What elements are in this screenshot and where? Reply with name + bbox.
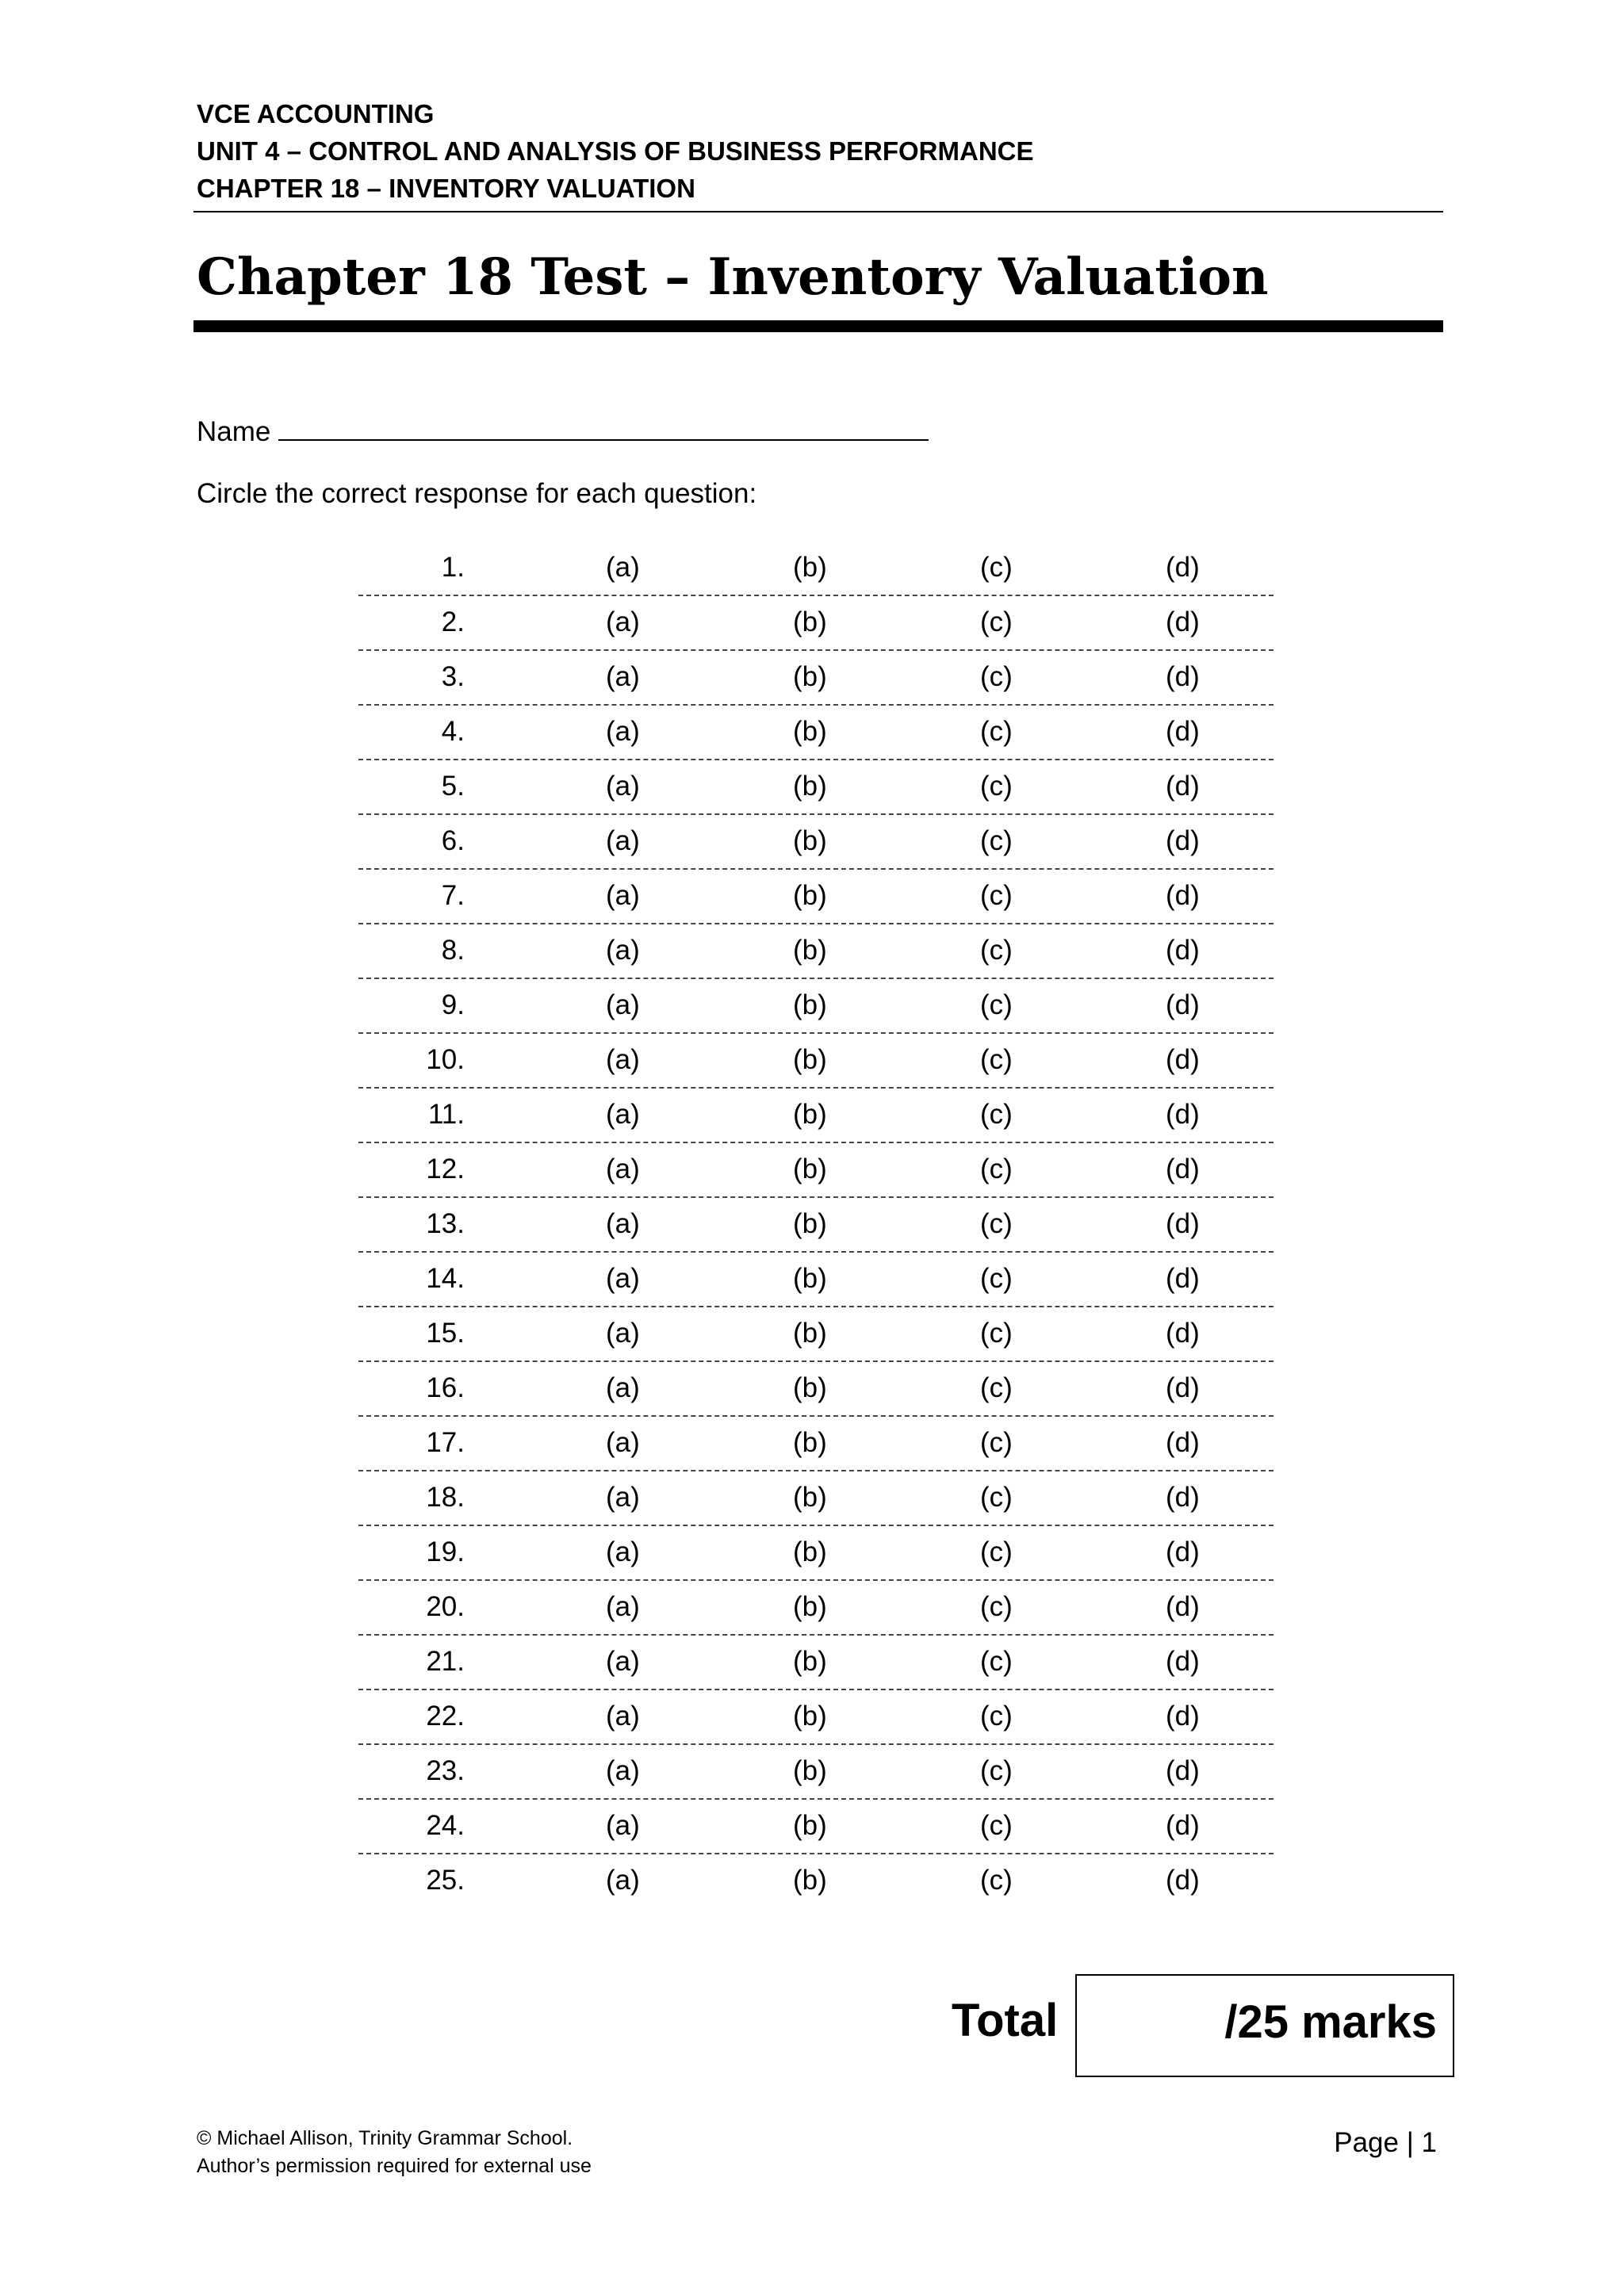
- option-a[interactable]: (a): [606, 1755, 640, 1786]
- answer-row: [358, 1636, 1274, 1690]
- total-box: [1075, 1974, 1454, 2077]
- option-a[interactable]: (a): [606, 1591, 640, 1622]
- answer-row: [358, 1526, 1274, 1581]
- option-b[interactable]: (b): [793, 1646, 827, 1677]
- question-number: 1.: [441, 552, 465, 583]
- option-b[interactable]: (b): [793, 880, 827, 911]
- option-b[interactable]: (b): [793, 825, 827, 856]
- question-number: 15.: [426, 1318, 465, 1349]
- question-number: 25.: [426, 1865, 465, 1896]
- option-c[interactable]: (c): [980, 1208, 1013, 1239]
- option-b[interactable]: (b): [793, 1591, 827, 1622]
- option-c[interactable]: (c): [980, 552, 1013, 583]
- option-c[interactable]: (c): [980, 1154, 1013, 1184]
- option-c[interactable]: (c): [980, 1482, 1013, 1513]
- option-a[interactable]: (a): [606, 1646, 640, 1677]
- total-marks: /25 marks: [1224, 1996, 1437, 2048]
- option-d[interactable]: (d): [1166, 1482, 1200, 1513]
- name-label: Name: [197, 416, 271, 447]
- answer-row: [358, 1471, 1274, 1526]
- option-c[interactable]: (c): [980, 1810, 1013, 1841]
- option-d[interactable]: (d): [1166, 716, 1200, 747]
- question-number: 9.: [441, 989, 465, 1020]
- option-a[interactable]: (a): [606, 1482, 640, 1513]
- option-b[interactable]: (b): [793, 1482, 827, 1513]
- option-b[interactable]: (b): [793, 552, 827, 583]
- question-number: 12.: [426, 1154, 465, 1184]
- option-d[interactable]: (d): [1166, 1591, 1200, 1622]
- option-d[interactable]: (d): [1166, 1372, 1200, 1403]
- option-d[interactable]: (d): [1166, 1044, 1200, 1075]
- option-b[interactable]: (b): [793, 716, 827, 747]
- option-a[interactable]: (a): [606, 1865, 640, 1896]
- option-c[interactable]: (c): [980, 607, 1013, 637]
- option-c[interactable]: (c): [980, 1427, 1013, 1458]
- option-b[interactable]: (b): [793, 1208, 827, 1239]
- option-a[interactable]: (a): [606, 935, 640, 966]
- question-number: 10.: [426, 1044, 465, 1075]
- option-c[interactable]: (c): [980, 825, 1013, 856]
- option-d[interactable]: (d): [1166, 1263, 1200, 1294]
- option-b[interactable]: (b): [793, 1263, 827, 1294]
- option-b[interactable]: (b): [793, 1810, 827, 1841]
- name-field[interactable]: [197, 411, 929, 450]
- option-b[interactable]: (b): [793, 1536, 827, 1567]
- page-number: Page | 1: [1334, 2127, 1437, 2158]
- question-number: 4.: [441, 716, 465, 747]
- question-number: 16.: [426, 1372, 465, 1403]
- option-d[interactable]: (d): [1166, 1536, 1200, 1567]
- answer-row: [358, 1198, 1274, 1253]
- option-b[interactable]: (b): [793, 935, 827, 966]
- footer-credits: [197, 2125, 592, 2180]
- answer-row: [358, 1253, 1274, 1307]
- option-a[interactable]: (a): [606, 661, 640, 692]
- answer-row: [358, 1034, 1274, 1089]
- option-c[interactable]: (c): [980, 880, 1013, 911]
- question-number: 24.: [426, 1810, 465, 1841]
- footer-permission: Author’s permission required for external use: [197, 2155, 592, 2177]
- option-c[interactable]: (c): [980, 1263, 1013, 1294]
- header-unit: UNIT 4 – CONTROL AND ANALYSIS OF BUSINESS PERFORMANCE: [197, 136, 1034, 166]
- name-blank-line[interactable]: [278, 411, 929, 441]
- page-title: Chapter 18 Test – Inventory Valuation: [197, 247, 1269, 307]
- option-a[interactable]: (a): [606, 1536, 640, 1567]
- option-b[interactable]: (b): [793, 607, 827, 637]
- option-a[interactable]: (a): [606, 1701, 640, 1732]
- answer-row: [358, 760, 1274, 815]
- option-c[interactable]: (c): [980, 1755, 1013, 1786]
- option-b[interactable]: (b): [793, 989, 827, 1020]
- option-a[interactable]: (a): [606, 1154, 640, 1184]
- option-b[interactable]: (b): [793, 1372, 827, 1403]
- option-d[interactable]: (d): [1166, 1646, 1200, 1677]
- answer-row: [358, 1362, 1274, 1417]
- option-d[interactable]: (d): [1166, 1208, 1200, 1239]
- option-c[interactable]: (c): [980, 935, 1013, 966]
- option-a[interactable]: (a): [606, 1263, 640, 1294]
- question-number: 22.: [426, 1701, 465, 1732]
- option-d[interactable]: (d): [1166, 880, 1200, 911]
- option-d[interactable]: (d): [1166, 607, 1200, 637]
- answer-row: [358, 1745, 1274, 1800]
- option-b[interactable]: (b): [793, 1154, 827, 1184]
- option-c[interactable]: (c): [980, 1099, 1013, 1130]
- option-a[interactable]: (a): [606, 607, 640, 637]
- header-course: VCE ACCOUNTING: [197, 99, 435, 128]
- question-number: 11.: [427, 1099, 465, 1130]
- option-b[interactable]: (b): [793, 1044, 827, 1075]
- option-c[interactable]: (c): [980, 1044, 1013, 1075]
- option-c[interactable]: (c): [980, 771, 1013, 802]
- option-a[interactable]: (a): [606, 1810, 640, 1841]
- option-c[interactable]: (c): [980, 1701, 1013, 1732]
- answer-row: [358, 541, 1274, 596]
- question-number: 7.: [441, 880, 465, 911]
- option-c[interactable]: (c): [980, 1591, 1013, 1622]
- total-label: Total: [952, 1995, 1059, 2046]
- answer-row: [358, 1800, 1274, 1854]
- option-b[interactable]: (b): [793, 771, 827, 802]
- instruction-text: Circle the correct response for each question:: [197, 478, 757, 509]
- answer-row: [358, 1690, 1274, 1745]
- question-number: 19.: [426, 1536, 465, 1567]
- option-a[interactable]: (a): [606, 825, 640, 856]
- option-d[interactable]: (d): [1166, 1154, 1200, 1184]
- option-b[interactable]: (b): [793, 1701, 827, 1732]
- option-a[interactable]: (a): [606, 1044, 640, 1075]
- question-number: 14.: [426, 1263, 465, 1294]
- option-a[interactable]: (a): [606, 716, 640, 747]
- option-b[interactable]: (b): [793, 1318, 827, 1349]
- option-a[interactable]: (a): [606, 989, 640, 1020]
- option-d[interactable]: (d): [1166, 552, 1200, 583]
- running-header: [197, 95, 1443, 207]
- option-c[interactable]: (c): [980, 1865, 1013, 1896]
- question-number: 23.: [426, 1755, 465, 1786]
- option-a[interactable]: (a): [606, 1208, 640, 1239]
- option-a[interactable]: (a): [606, 771, 640, 802]
- option-c[interactable]: (c): [980, 661, 1013, 692]
- question-number: 18.: [426, 1482, 465, 1513]
- option-a[interactable]: (a): [606, 1099, 640, 1130]
- option-c[interactable]: (c): [980, 1318, 1013, 1349]
- footer-copyright: © Michael Allison, Trinity Grammar School.: [197, 2127, 573, 2149]
- answer-row: [358, 1143, 1274, 1198]
- option-b[interactable]: (b): [793, 661, 827, 692]
- option-d[interactable]: (d): [1166, 1755, 1200, 1786]
- option-a[interactable]: (a): [606, 552, 640, 583]
- question-number: 8.: [441, 935, 465, 966]
- option-d[interactable]: (d): [1166, 1318, 1200, 1349]
- answer-row: [358, 1581, 1274, 1636]
- answer-row: [358, 924, 1274, 979]
- option-d[interactable]: (d): [1166, 1865, 1200, 1896]
- answer-row: [358, 979, 1274, 1034]
- question-number: 13.: [426, 1208, 465, 1239]
- question-number: 6.: [441, 825, 465, 856]
- question-number: 5.: [441, 771, 465, 802]
- option-d[interactable]: (d): [1166, 825, 1200, 856]
- answer-row: [358, 1854, 1274, 1909]
- question-number: 20.: [426, 1591, 465, 1622]
- question-number: 21.: [426, 1646, 465, 1677]
- answer-row: [358, 596, 1274, 651]
- option-b[interactable]: (b): [793, 1865, 827, 1896]
- question-number: 3.: [441, 661, 465, 692]
- option-d[interactable]: (d): [1166, 935, 1200, 966]
- option-c[interactable]: (c): [980, 1646, 1013, 1677]
- option-b[interactable]: (b): [793, 1427, 827, 1458]
- option-d[interactable]: (d): [1166, 1427, 1200, 1458]
- question-number: 17.: [426, 1427, 465, 1458]
- title-divider: [193, 320, 1443, 332]
- answer-row: [358, 815, 1274, 870]
- answer-row: [358, 1089, 1274, 1143]
- answer-row: [358, 706, 1274, 760]
- option-d[interactable]: (d): [1166, 989, 1200, 1020]
- option-d[interactable]: (d): [1166, 1099, 1200, 1130]
- option-a[interactable]: (a): [606, 1372, 640, 1403]
- option-b[interactable]: (b): [793, 1755, 827, 1786]
- answer-row: [358, 1307, 1274, 1362]
- option-b[interactable]: (b): [793, 1099, 827, 1130]
- header-chapter: CHAPTER 18 – INVENTORY VALUATION: [197, 174, 695, 203]
- answer-row: [358, 651, 1274, 706]
- option-d[interactable]: (d): [1166, 1810, 1200, 1841]
- option-d[interactable]: (d): [1166, 661, 1200, 692]
- option-c[interactable]: (c): [980, 989, 1013, 1020]
- option-a[interactable]: (a): [606, 1318, 640, 1349]
- option-a[interactable]: (a): [606, 1427, 640, 1458]
- option-a[interactable]: (a): [606, 880, 640, 911]
- option-d[interactable]: (d): [1166, 1701, 1200, 1732]
- answer-row: [358, 1417, 1274, 1471]
- option-d[interactable]: (d): [1166, 771, 1200, 802]
- question-number: 2.: [441, 607, 465, 637]
- answer-row: [358, 870, 1274, 924]
- header-divider: [193, 211, 1443, 212]
- option-c[interactable]: (c): [980, 716, 1013, 747]
- option-c[interactable]: (c): [980, 1536, 1013, 1567]
- option-c[interactable]: (c): [980, 1372, 1013, 1403]
- answer-grid: [358, 541, 1274, 1909]
